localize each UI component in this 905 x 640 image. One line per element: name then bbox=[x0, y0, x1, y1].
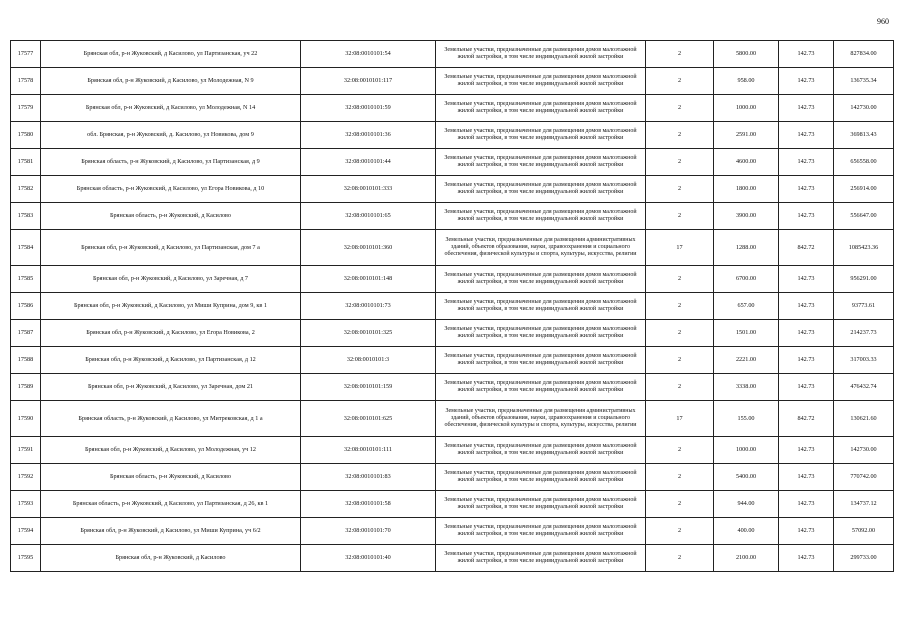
cadastral-number-cell: 32:08:0010101:70 bbox=[301, 518, 436, 545]
land-purpose-cell: Земельные участки, предназначенные для размещения домов малоэтажной жилой застройки, в том числе индивидуальной жилой застройки bbox=[436, 464, 646, 491]
specific-value-cell: 842.72 bbox=[779, 401, 834, 437]
row-number-cell: 17593 bbox=[11, 491, 41, 518]
cadastral-value-cell: 369813.43 bbox=[834, 122, 894, 149]
group-number-cell: 2 bbox=[646, 545, 714, 572]
cadastral-number-cell: 32:08:0010101:148 bbox=[301, 266, 436, 293]
table-row bbox=[11, 293, 894, 320]
table-row bbox=[11, 374, 894, 401]
area-cell: 1000.00 bbox=[714, 437, 779, 464]
specific-value-cell: 142.73 bbox=[779, 347, 834, 374]
cadastral-number-cell: 32:08:0010101:117 bbox=[301, 68, 436, 95]
group-number-cell: 2 bbox=[646, 41, 714, 68]
cadastral-number-cell: 32:08:0010101:40 bbox=[301, 545, 436, 572]
cadastral-number-cell: 32:08:0010101:83 bbox=[301, 464, 436, 491]
area-cell: 5400.00 bbox=[714, 464, 779, 491]
group-number-cell: 2 bbox=[646, 347, 714, 374]
area-cell: 400.00 bbox=[714, 518, 779, 545]
area-cell: 6700.00 bbox=[714, 266, 779, 293]
area-cell: 1288.00 bbox=[714, 230, 779, 266]
row-number-cell: 17590 bbox=[11, 401, 41, 437]
area-cell: 944.00 bbox=[714, 491, 779, 518]
specific-value-cell: 142.73 bbox=[779, 374, 834, 401]
row-number-cell: 17580 bbox=[11, 122, 41, 149]
land-purpose-cell: Земельные участки, предназначенные для размещения домов малоэтажной жилой застройки, в том числе индивидуальной жилой застройки bbox=[436, 374, 646, 401]
address-cell: Брянская область, р-н Жуковский, д Касилово, ул Митрековская, д 1 а bbox=[41, 401, 301, 437]
group-number-cell: 2 bbox=[646, 374, 714, 401]
specific-value-cell: 142.73 bbox=[779, 176, 834, 203]
cadastral-value-cell: 130621.60 bbox=[834, 401, 894, 437]
area-cell: 155.00 bbox=[714, 401, 779, 437]
address-cell: Брянская обл, р-н Жуковский, д Касилово, ул Миши Куприна, уч 6/2 bbox=[41, 518, 301, 545]
group-number-cell: 2 bbox=[646, 68, 714, 95]
area-cell: 657.00 bbox=[714, 293, 779, 320]
table-row bbox=[11, 437, 894, 464]
group-number-cell: 2 bbox=[646, 95, 714, 122]
table-row bbox=[11, 68, 894, 95]
group-number-cell: 2 bbox=[646, 320, 714, 347]
land-purpose-cell: Земельные участки, предназначенные для размещения домов малоэтажной жилой застройки, в том числе индивидуальной жилой застройки bbox=[436, 320, 646, 347]
land-purpose-cell: Земельные участки, предназначенные для размещения домов малоэтажной жилой застройки, в том числе индивидуальной жилой застройки bbox=[436, 95, 646, 122]
address-cell: Брянская обл, р-н Жуковский, д Касилово, ул Егора Новикова, 2 bbox=[41, 320, 301, 347]
address-cell: Брянская обл, р-н Жуковский, д Касилово, ул Партизанская, д 12 bbox=[41, 347, 301, 374]
cadastral-value-cell: 656558.00 bbox=[834, 149, 894, 176]
cadastral-number-cell: 32:08:0010101:360 bbox=[301, 230, 436, 266]
address-cell: Брянская область, р-н Жуковский, д Касилово, ул Егора Новикова, д 10 bbox=[41, 176, 301, 203]
row-number-cell: 17585 bbox=[11, 266, 41, 293]
group-number-cell: 17 bbox=[646, 230, 714, 266]
land-purpose-cell: Земельные участки, предназначенные для размещения домов малоэтажной жилой застройки, в том числе индивидуальной жилой застройки bbox=[436, 266, 646, 293]
row-number-cell: 17591 bbox=[11, 437, 41, 464]
cadastral-value-cell: 256914.00 bbox=[834, 176, 894, 203]
cadastral-number-cell: 32:08:0010101:73 bbox=[301, 293, 436, 320]
row-number-cell: 17581 bbox=[11, 149, 41, 176]
group-number-cell: 2 bbox=[646, 266, 714, 293]
row-number-cell: 17577 bbox=[11, 41, 41, 68]
cadastral-number-cell: 32:08:0010101:325 bbox=[301, 320, 436, 347]
land-purpose-cell: Земельные участки, предназначенные для размещения домов малоэтажной жилой застройки, в том числе индивидуальной жилой застройки bbox=[436, 293, 646, 320]
address-cell: Брянская обл, р-н Жуковский, д Касилово, ул Молодежная, N 9 bbox=[41, 68, 301, 95]
table-row bbox=[11, 401, 894, 437]
cadastral-number-cell: 32:08:0010101:65 bbox=[301, 203, 436, 230]
table-row bbox=[11, 122, 894, 149]
cadastral-value-cell: 770742.00 bbox=[834, 464, 894, 491]
address-cell: Брянская обл, р-н Жуковский, д Касилово, ул Партизанская, дом 7 а bbox=[41, 230, 301, 266]
address-cell: Брянская область, р-н Жуковский, д Касилово bbox=[41, 464, 301, 491]
cadastral-number-cell: 32:08:0010101:36 bbox=[301, 122, 436, 149]
table-row bbox=[11, 203, 894, 230]
table-row bbox=[11, 41, 894, 68]
cadastral-value-cell: 136735.34 bbox=[834, 68, 894, 95]
specific-value-cell: 142.73 bbox=[779, 437, 834, 464]
row-number-cell: 17578 bbox=[11, 68, 41, 95]
cadastral-value-cell: 142730.00 bbox=[834, 437, 894, 464]
table-row bbox=[11, 176, 894, 203]
row-number-cell: 17586 bbox=[11, 293, 41, 320]
cadastral-value-cell: 956291.00 bbox=[834, 266, 894, 293]
row-number-cell: 17594 bbox=[11, 518, 41, 545]
area-cell: 2100.00 bbox=[714, 545, 779, 572]
cadastral-number-cell: 32:08:0010101:111 bbox=[301, 437, 436, 464]
row-number-cell: 17589 bbox=[11, 374, 41, 401]
address-cell: Брянская обл, р-н Жуковский, д Касилово, ул Заречная, дом 21 bbox=[41, 374, 301, 401]
land-purpose-cell: Земельные участки, предназначенные для размещения домов малоэтажной жилой застройки, в том числе индивидуальной жилой застройки bbox=[436, 347, 646, 374]
specific-value-cell: 142.73 bbox=[779, 122, 834, 149]
area-cell: 3900.00 bbox=[714, 203, 779, 230]
land-purpose-cell: Земельные участки, предназначенные для размещения домов малоэтажной жилой застройки, в том числе индивидуальной жилой застройки bbox=[436, 203, 646, 230]
address-cell: Брянская область, р-н Жуковский, д Касилово bbox=[41, 203, 301, 230]
cadastral-value-cell: 476432.74 bbox=[834, 374, 894, 401]
table-row bbox=[11, 266, 894, 293]
land-purpose-cell: Земельные участки, предназначенные для размещения домов малоэтажной жилой застройки, в том числе индивидуальной жилой застройки bbox=[436, 176, 646, 203]
area-cell: 2221.00 bbox=[714, 347, 779, 374]
area-cell: 1800.00 bbox=[714, 176, 779, 203]
table-row bbox=[11, 491, 894, 518]
cadastral-value-cell: 134737.12 bbox=[834, 491, 894, 518]
specific-value-cell: 142.73 bbox=[779, 266, 834, 293]
row-number-cell: 17582 bbox=[11, 176, 41, 203]
specific-value-cell: 842.72 bbox=[779, 230, 834, 266]
page-number: 960 bbox=[877, 17, 889, 26]
specific-value-cell: 142.73 bbox=[779, 545, 834, 572]
table-row bbox=[11, 464, 894, 491]
cadastral-value-cell: 93773.61 bbox=[834, 293, 894, 320]
cadastral-number-cell: 32:08:0010101:59 bbox=[301, 95, 436, 122]
cadastral-number-cell: 32:08:0010101:44 bbox=[301, 149, 436, 176]
table-row bbox=[11, 518, 894, 545]
cadastral-value-cell: 1085423.36 bbox=[834, 230, 894, 266]
table-row bbox=[11, 545, 894, 572]
area-cell: 2591.00 bbox=[714, 122, 779, 149]
group-number-cell: 2 bbox=[646, 176, 714, 203]
address-cell: Брянская область, р-н Жуковский, д Касилово, ул Партизанская, д 9 bbox=[41, 149, 301, 176]
group-number-cell: 17 bbox=[646, 401, 714, 437]
group-number-cell: 2 bbox=[646, 122, 714, 149]
table-row bbox=[11, 347, 894, 374]
table-body bbox=[11, 41, 894, 572]
row-number-cell: 17583 bbox=[11, 203, 41, 230]
group-number-cell: 2 bbox=[646, 518, 714, 545]
cadastral-value-cell: 299733.00 bbox=[834, 545, 894, 572]
cadastral-number-cell: 32:08:0010101:333 bbox=[301, 176, 436, 203]
cadastral-number-cell: 32:08:0010101:3 bbox=[301, 347, 436, 374]
group-number-cell: 2 bbox=[646, 464, 714, 491]
cadastral-value-cell: 142730.00 bbox=[834, 95, 894, 122]
specific-value-cell: 142.73 bbox=[779, 293, 834, 320]
row-number-cell: 17595 bbox=[11, 545, 41, 572]
address-cell: Брянская обл, р-н Жуковский, д Касилово, ул Молодежная, N 14 bbox=[41, 95, 301, 122]
group-number-cell: 2 bbox=[646, 491, 714, 518]
area-cell: 5800.00 bbox=[714, 41, 779, 68]
address-cell: Брянская обл, р-н Жуковский, д Касилово, ул Молодежная, уч 12 bbox=[41, 437, 301, 464]
cadastral-number-cell: 32:08:0010101:159 bbox=[301, 374, 436, 401]
specific-value-cell: 142.73 bbox=[779, 149, 834, 176]
specific-value-cell: 142.73 bbox=[779, 41, 834, 68]
group-number-cell: 2 bbox=[646, 437, 714, 464]
cadastral-value-cell: 214237.73 bbox=[834, 320, 894, 347]
land-purpose-cell: Земельные участки, предназначенные для размещения домов малоэтажной жилой застройки, в том числе индивидуальной жилой застройки bbox=[436, 41, 646, 68]
land-purpose-cell: Земельные участки, предназначенные для размещения административных зданий, объектов образования, науки, здравоохранения и социального обеспечения, физической культуры и спорта, культуры, искусства, религии bbox=[436, 401, 646, 437]
specific-value-cell: 142.73 bbox=[779, 518, 834, 545]
row-number-cell: 17588 bbox=[11, 347, 41, 374]
land-registry-table bbox=[10, 40, 894, 572]
specific-value-cell: 142.73 bbox=[779, 68, 834, 95]
specific-value-cell: 142.73 bbox=[779, 95, 834, 122]
cadastral-number-cell: 32:08:0010101:58 bbox=[301, 491, 436, 518]
address-cell: Брянская обл, р-н Жуковский, д Касилово bbox=[41, 545, 301, 572]
group-number-cell: 2 bbox=[646, 149, 714, 176]
specific-value-cell: 142.73 bbox=[779, 491, 834, 518]
specific-value-cell: 142.73 bbox=[779, 320, 834, 347]
table-row bbox=[11, 230, 894, 266]
area-cell: 958.00 bbox=[714, 68, 779, 95]
land-purpose-cell: Земельные участки, предназначенные для размещения домов малоэтажной жилой застройки, в том числе индивидуальной жилой застройки bbox=[436, 545, 646, 572]
area-cell: 1000.00 bbox=[714, 95, 779, 122]
table-row bbox=[11, 149, 894, 176]
land-purpose-cell: Земельные участки, предназначенные для размещения домов малоэтажной жилой застройки, в том числе индивидуальной жилой застройки bbox=[436, 437, 646, 464]
land-purpose-cell: Земельные участки, предназначенные для размещения домов малоэтажной жилой застройки, в том числе индивидуальной жилой застройки bbox=[436, 122, 646, 149]
row-number-cell: 17579 bbox=[11, 95, 41, 122]
area-cell: 3338.00 bbox=[714, 374, 779, 401]
land-purpose-cell: Земельные участки, предназначенные для размещения административных зданий, объектов образования, науки, здравоохранения и социального обеспечения, физической культуры и спорта, культуры, искусства, религии bbox=[436, 230, 646, 266]
cadastral-value-cell: 317003.33 bbox=[834, 347, 894, 374]
specific-value-cell: 142.73 bbox=[779, 464, 834, 491]
address-cell: обл. Брянская, р-н Жуковский, д. Касилово, ул Новикова, дом 9 bbox=[41, 122, 301, 149]
cadastral-number-cell: 32:08:0010101:625 bbox=[301, 401, 436, 437]
table-row bbox=[11, 320, 894, 347]
cadastral-value-cell: 556647.00 bbox=[834, 203, 894, 230]
group-number-cell: 2 bbox=[646, 203, 714, 230]
row-number-cell: 17592 bbox=[11, 464, 41, 491]
table-row bbox=[11, 95, 894, 122]
address-cell: Брянская обл, р-н Жуковский, д Касилово, ул Партизанская, уч 22 bbox=[41, 41, 301, 68]
row-number-cell: 17584 bbox=[11, 230, 41, 266]
group-number-cell: 2 bbox=[646, 293, 714, 320]
address-cell: Брянская область, р-н Жуковский, д Касилово, ул Партизанская, д 26, кв 1 bbox=[41, 491, 301, 518]
land-purpose-cell: Земельные участки, предназначенные для размещения домов малоэтажной жилой застройки, в том числе индивидуальной жилой застройки bbox=[436, 68, 646, 95]
land-purpose-cell: Земельные участки, предназначенные для размещения домов малоэтажной жилой застройки, в том числе индивидуальной жилой застройки bbox=[436, 149, 646, 176]
area-cell: 4600.00 bbox=[714, 149, 779, 176]
cadastral-value-cell: 827834.00 bbox=[834, 41, 894, 68]
area-cell: 1501.00 bbox=[714, 320, 779, 347]
land-purpose-cell: Земельные участки, предназначенные для размещения домов малоэтажной жилой застройки, в том числе индивидуальной жилой застройки bbox=[436, 518, 646, 545]
cadastral-value-cell: 57092.00 bbox=[834, 518, 894, 545]
specific-value-cell: 142.73 bbox=[779, 203, 834, 230]
cadastral-number-cell: 32:08:0010101:54 bbox=[301, 41, 436, 68]
row-number-cell: 17587 bbox=[11, 320, 41, 347]
address-cell: Брянская обл, р-н Жуковский, д Касилово, ул Заречная, д 7 bbox=[41, 266, 301, 293]
land-purpose-cell: Земельные участки, предназначенные для размещения домов малоэтажной жилой застройки, в том числе индивидуальной жилой застройки bbox=[436, 491, 646, 518]
address-cell: Брянская обл, р-н Жуковский, д Касилово, ул Миши Куприна, дом 9, кв 1 bbox=[41, 293, 301, 320]
